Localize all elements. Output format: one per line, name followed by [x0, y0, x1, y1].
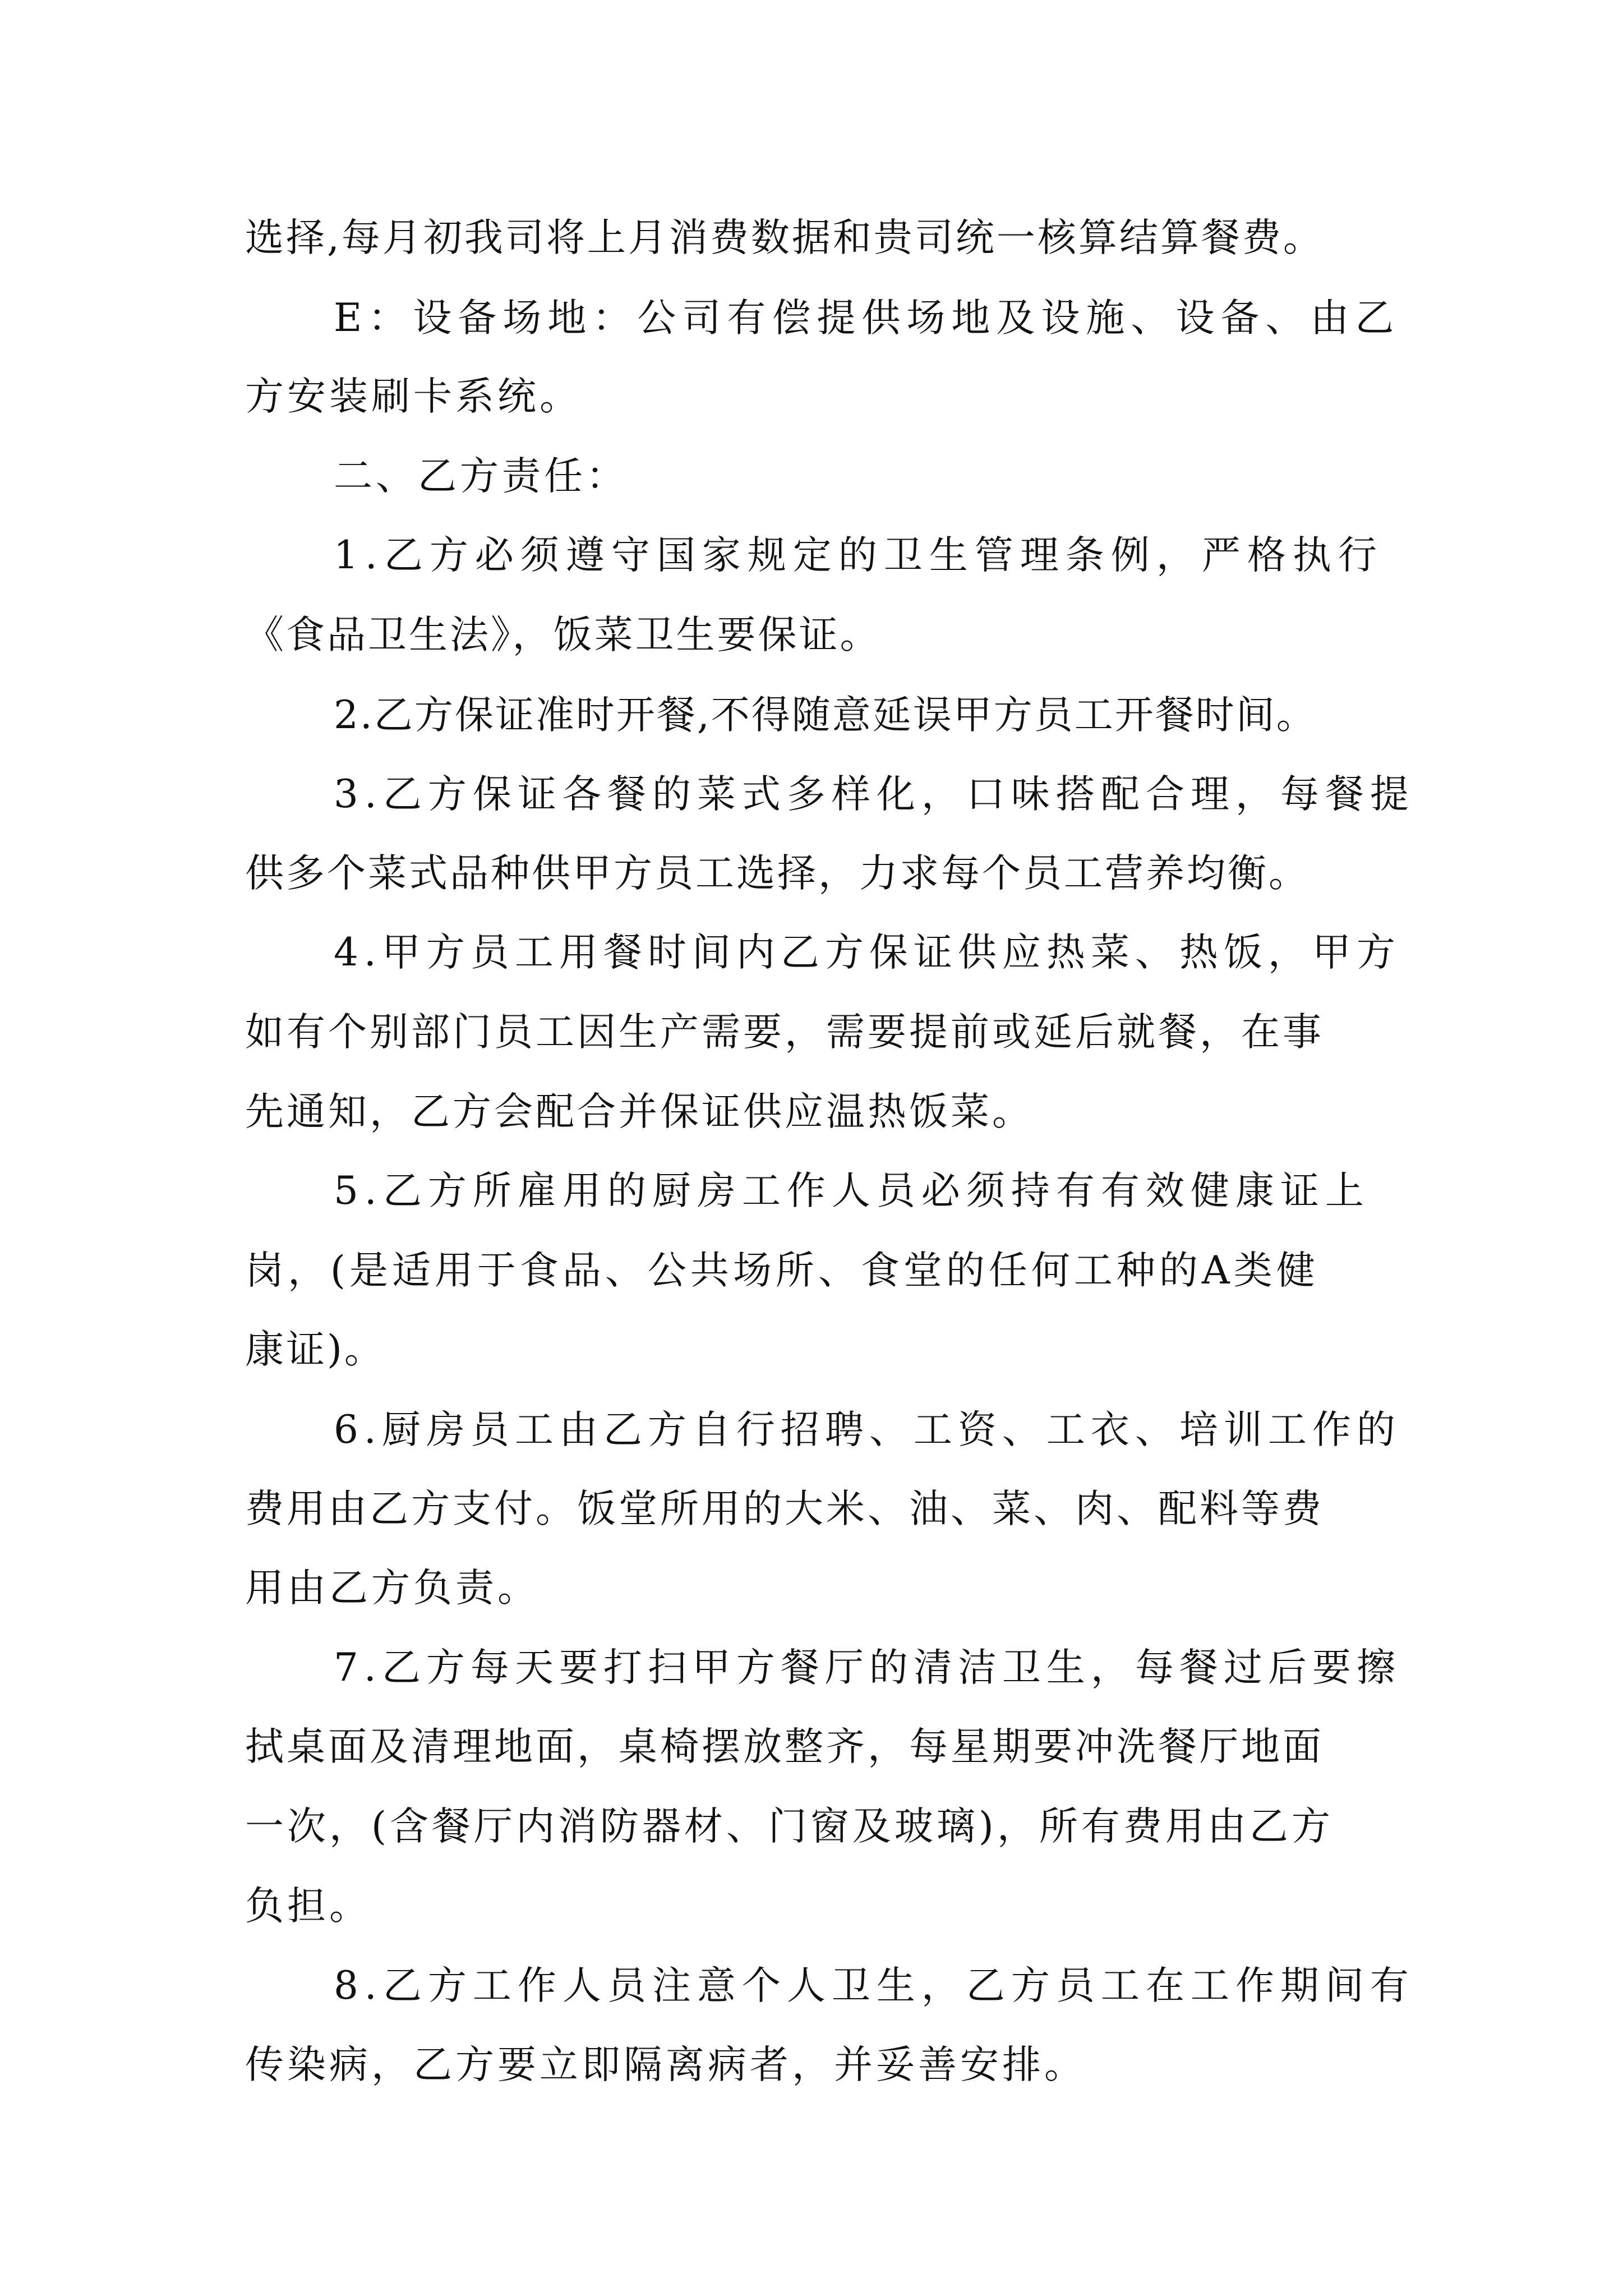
text-line: 传染病，乙方要立即隔离病者，并妥善安排。 [245, 2042, 1086, 2087]
text-line: 1.乙方必须遵守国家规定的卫生管理条例，严格执行 [334, 533, 1384, 578]
section-heading: 二、乙方责任： [334, 454, 628, 499]
text-line: 拭桌面及清理地面，桌椅摆放整齐，每星期要冲洗餐厅地面 [245, 1724, 1324, 1769]
text-line: 先通知，乙方会配合并保证供应温热饭菜。 [245, 1089, 1034, 1134]
text-line: 用由乙方负责。 [245, 1566, 540, 1611]
text-line: 6.厨房员工由乙方自行招聘、工资、工衣、培训工作的 [334, 1407, 1401, 1452]
text-line: 5.乙方所雇用的厨房工作人员必须持有有效健康证上 [334, 1168, 1370, 1213]
text-line: 一次，(含餐厅内消防器材、门窗及玻璃)，所有费用由乙方 [245, 1804, 1334, 1849]
text-line: 费用由乙方支付。饭堂所用的大米、油、菜、肉、配料等费 [245, 1487, 1324, 1531]
text-line: 选择,每月初我司将上月消费数据和贵司统一核算结算餐费。 [245, 215, 1324, 260]
text-line: 康证)。 [245, 1327, 385, 1372]
text-line: 4.甲方员工用餐时间内乙方保证供应热菜、热饭，甲方 [334, 930, 1401, 975]
text-line: 如有个别部门员工因生产需要，需要提前或延后就餐，在事 [245, 1010, 1324, 1055]
text-line: 7.乙方每天要打扫甲方餐厅的清洁卫生，每餐过后要擦 [334, 1645, 1401, 1690]
text-line: 8.乙方工作人员注意个人卫生，乙方员工在工作期间有 [334, 1963, 1415, 2008]
text-line: 负担。 [245, 1884, 371, 1929]
text-line: E：设备场地：公司有偿提供场地及设施、设备、由乙 [334, 296, 1400, 341]
text-line: 供多个菜式品种供甲方员工选择，力求每个员工营养均衡。 [245, 851, 1310, 896]
text-line: 《食品卫生法》，饭菜卫生要保证。 [245, 613, 881, 657]
text-line: 岗，(是适用于食品、公共场所、食堂的任何工种的A类健 [245, 1248, 1319, 1293]
text-line: 2.乙方保证准时开餐,不得随意延误甲方员工开餐时间。 [334, 693, 1317, 738]
text-line: 方安装刷卡系统。 [245, 374, 582, 419]
text-line: 3.乙方保证各餐的菜式多样化，口味搭配合理，每餐提 [334, 772, 1415, 817]
